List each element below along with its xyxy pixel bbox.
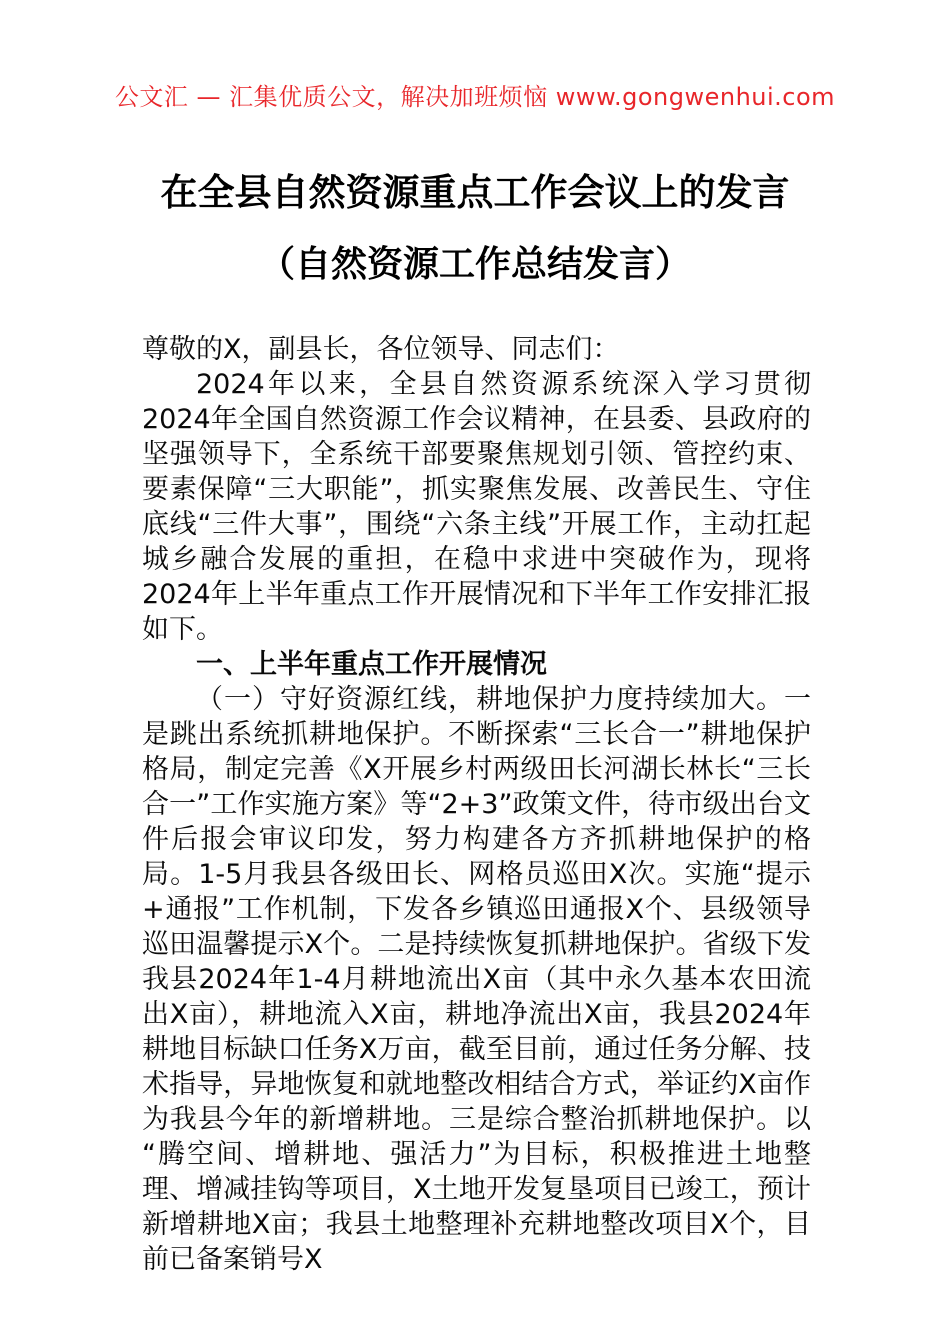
document-title: 在全县自然资源重点工作会议上的发言: [160, 171, 790, 214]
paragraph-section-1-1: （一）守好资源红线，耕地保护力度持续加大。一是跳出系统抓耕地保护。不断探索“三长合一”耕地保护格局，制定完善《X开展乡村两级田长河湖长林长“三长合一”工作实施方案》等“2+3”政策文件，待市级出台文件后报会审议印发，努力构建各方齐抓耕地保护的格局。1-5月我县各级田长、网格员巡田X次。实施“提示+通报”工作机制，下发各乡镇巡田通报X个、县级领导巡田温馨提示X个。二是持续恢复抓耕地保护。省级下发我县2024年1-4月耕地流出X亩（其中永久基本农田流出X亩），耕地流入X亩，耕地净流出X亩，我县2024年耕地目标缺口任务X万亩，截至目前，通过任务分解、技术指导，异地恢复和就地整改相结合方式，举证约X亩作为我县今年的新增耕地。三是综合整治抓耕地保护。以“腾空间、增耕地、强活力”为目标，积极推进土地整理、增减挂钩等项目，X土地开发复垦项目已竣工，预计新增耕地X亩；我县土地整理补充耕地整改项目X个，目前已备案销号X: [142, 684, 811, 1275]
site-banner-text: 公文汇 — 汇集优质公文，解决加班烦恼 www.gongwenhui.com: [114, 83, 836, 111]
paragraph-intro: 2024年以来，全县自然资源系统深入学习贯彻2024年全国自然资源工作会议精神，在县委、县政府的坚强领导下，全系统干部要聚焦规划引领、管控约束、要素保障“三大职能”，抓实聚焦发展、改善民生、守住底线“三件大事”，围绕“六条主线”开展工作，主动扛起城乡融合发展的重担，在稳中求进中突破作为，现将2024年上半年重点工作开展情况和下半年工作安排汇报如下。: [142, 369, 811, 645]
section-heading-1: 一、上半年重点工作开展情况: [196, 649, 547, 680]
paragraph-greeting: 尊敬的X，副县长，各位领导、同志们：: [142, 334, 620, 365]
document-subtitle: （自然资源工作总结发言）: [258, 244, 691, 285]
document-body: [142, 332, 811, 1277]
